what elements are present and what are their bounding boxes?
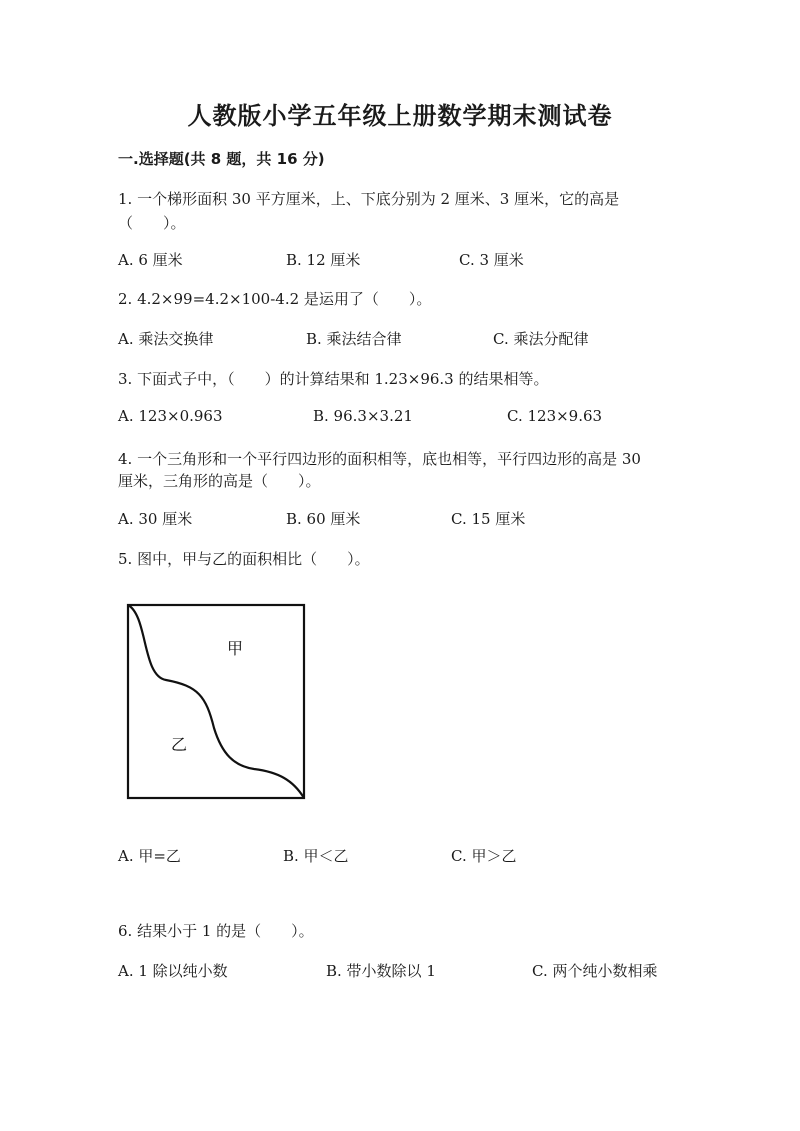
question-4-text-line-1: 4. 一个三角形和一个平行四边形的面积相等，底也相等，平行四边形的高是 30 xyxy=(118,450,641,468)
question-1-option-c: C. 3 厘米 xyxy=(459,251,524,269)
dividing-curve xyxy=(128,605,304,798)
question-2-option-b: B. 乘法结合律 xyxy=(306,330,402,348)
page-title: 人教版小学五年级上册数学期末测试卷 xyxy=(187,102,613,130)
question-5-option-c: C. 甲＞乙 xyxy=(451,847,517,865)
question-5-option-a: A. 甲=乙 xyxy=(118,847,181,865)
question-3-option-c: C. 123×9.63 xyxy=(507,407,603,425)
question-5-option-b: B. 甲＜乙 xyxy=(283,847,349,865)
question-4-option-c: C. 15 厘米 xyxy=(451,510,526,528)
square-diagram xyxy=(118,596,318,806)
question-5-figure xyxy=(118,596,318,806)
question-1-option-a: A. 6 厘米 xyxy=(118,251,183,269)
question-1-text-line-1: 1. 一个梯形面积 30 平方厘米，上、下底分别为 2 厘米、3 厘米，它的高是 xyxy=(118,190,620,208)
question-2-option-c: C. 乘法分配律 xyxy=(493,330,589,348)
question-3-option-b: B. 96.3×3.21 xyxy=(313,407,413,425)
question-3-text: 3. 下面式子中，（ ）的计算结果和 1.23×96.3 的结果相等。 xyxy=(118,370,549,388)
question-2-option-a: A. 乘法交换律 xyxy=(118,330,214,348)
question-6-option-c: C. 两个纯小数相乘 xyxy=(532,962,658,980)
question-1-text-line-2: （ ）。 xyxy=(118,214,186,232)
region-label-yi: 乙 xyxy=(171,735,188,754)
region-label-jia: 甲 xyxy=(227,639,244,658)
section-heading: 一.选择题(共 8 题，共 16 分) xyxy=(118,150,325,168)
question-1-option-b: B. 12 厘米 xyxy=(286,251,361,269)
question-4-text-line-2: 厘米，三角形的高是（ ）。 xyxy=(118,472,321,490)
question-4-option-a: A. 30 厘米 xyxy=(118,510,193,528)
question-2-text: 2. 4.2×99=4.2×100-4.2 是运用了（ ）。 xyxy=(118,290,432,308)
square-outline xyxy=(128,605,304,798)
question-4-option-b: B. 60 厘米 xyxy=(286,510,361,528)
question-6-option-a: A. 1 除以纯小数 xyxy=(118,962,228,980)
question-3-option-a: A. 123×0.963 xyxy=(118,407,223,425)
question-5-text: 5. 图中，甲与乙的面积相比（ ）。 xyxy=(118,550,370,568)
question-6-option-b: B. 带小数除以 1 xyxy=(326,962,436,980)
question-6-text: 6. 结果小于 1 的是（ ）。 xyxy=(118,922,314,940)
